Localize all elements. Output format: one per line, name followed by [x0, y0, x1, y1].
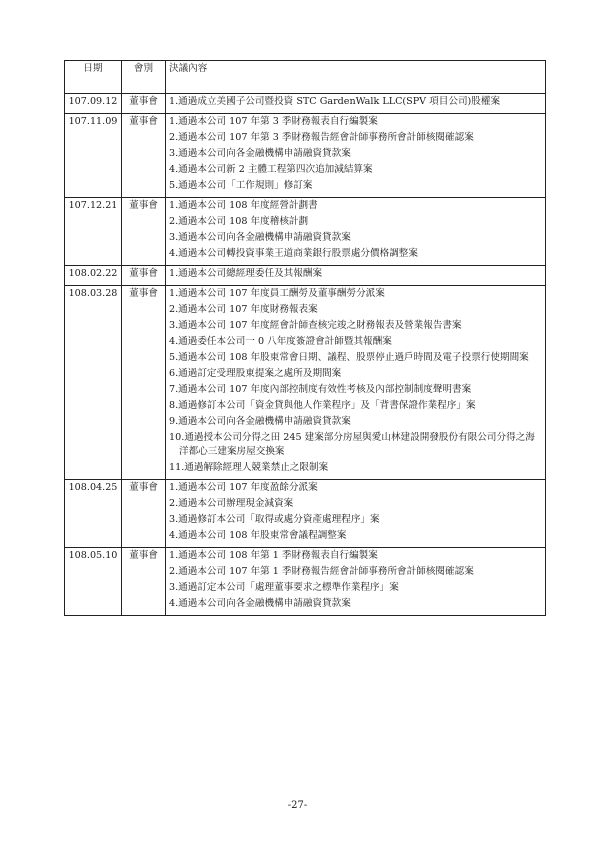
meeting-type: 董事會 — [122, 480, 166, 548]
table-row — [65, 480, 546, 548]
meeting-date: 107.09.12 — [65, 94, 122, 114]
resolution-item: 5.通過本公司「工作規則」修訂案 — [169, 180, 313, 191]
resolution-item: 6.通過訂定受理股東提案之處所及期間案 — [169, 368, 342, 379]
meeting-date: 108.02.22 — [65, 266, 122, 286]
resolution-item: 1.通過本公司 107 年度盈餘分派案 — [169, 482, 318, 493]
resolution-item: 7.通過本公司 107 年度內部控制度有效性考核及內部控制制度聲明書案 — [169, 384, 472, 395]
table-row — [65, 198, 546, 266]
resolution-item: 8.通過修訂本公司「資金貸與他人作業程序」及「背書保證作業程序」案 — [169, 400, 476, 411]
resolution-item: 4.通過本公司新 2 主體工程第四次追加減結算案 — [169, 164, 373, 175]
resolution-item: 1.通過本公司 107 年度員工酬勞及董事酬勞分派案 — [169, 288, 385, 299]
resolution-list — [166, 548, 546, 616]
table-row — [65, 114, 546, 198]
meeting-type: 董事會 — [122, 114, 166, 198]
resolution-item: 3.通過本公司向各金融機構申請融資貸款案 — [169, 232, 351, 243]
resolution-list — [166, 480, 546, 548]
table-row — [65, 94, 546, 114]
meeting-type: 董事會 — [122, 266, 166, 286]
header-date: 日期 — [65, 61, 122, 94]
meeting-type: 董事會 — [122, 94, 166, 114]
resolution-item: 2.通過本公司 107 年第 1 季財務報告經會計師事務所會計師核閱確認案 — [169, 566, 474, 577]
meeting-type: 董事會 — [122, 198, 166, 266]
resolution-item: 9.通過本公司向各金融機構申請融資貸款案 — [169, 416, 351, 427]
resolution-item: 2.通過本公司辦理現金減資案 — [169, 498, 294, 509]
resolution-item: 3.通過本公司向各金融機構申請融資貸款案 — [169, 148, 351, 159]
resolution-list — [166, 114, 546, 198]
resolution-item: 1.通過本公司總經理委任及其報酬案 — [169, 268, 323, 279]
table-row — [65, 548, 546, 616]
resolution-item: 3.通過本公司 107 年度經會計師查核完竣之財務報表及營業報告書案 — [169, 320, 462, 331]
resolution-item: 10.通過授本公司分得之田 245 建案部分房屋與愛山林建設開發股份有限公司分得之海洋都心三建案房屋交換案 — [169, 432, 535, 457]
table-row — [65, 286, 546, 480]
table-header-row — [65, 61, 546, 94]
resolution-item: 1.通過成立美國子公司暨投資 STC GardenWalk LLC(SPV 項目公司)股權案 — [169, 96, 501, 107]
header-meeting: 會別 — [122, 61, 166, 94]
table-row — [65, 266, 546, 286]
resolution-item: 2.通過本公司 108 年度稽核計劃 — [169, 216, 309, 227]
meeting-date: 107.11.09 — [65, 114, 122, 198]
resolution-item: 11.通過解除經理人競業禁止之限制案 — [169, 462, 329, 473]
resolution-list — [166, 266, 546, 286]
resolution-list — [166, 94, 546, 114]
meeting-type: 董事會 — [122, 286, 166, 480]
meeting-type: 董事會 — [122, 548, 166, 616]
resolution-item: 4.通過委任本公司一 0 八年度簽證會計師暨其報酬案 — [169, 336, 392, 347]
resolution-item: 3.通過訂定本公司「處理董事要求之標準作業程序」案 — [169, 582, 399, 593]
meeting-date: 108.03.28 — [65, 286, 122, 480]
meeting-date: 108.04.25 — [65, 480, 122, 548]
resolution-list — [166, 286, 546, 480]
resolution-item: 2.通過本公司 107 年第 3 季財務報告經會計師事務所會計師核閱確認案 — [169, 132, 474, 143]
resolution-item: 4.通過本公司向各金融機構申請融資貸款案 — [169, 598, 351, 609]
meeting-date: 108.05.10 — [65, 548, 122, 616]
resolution-item: 1.通過本公司 107 年第 3 季財務報表自行編製案 — [169, 116, 378, 127]
resolution-item: 1.通過本公司 108 年第 1 季財務報表自行編製案 — [169, 550, 378, 561]
resolution-item: 2.通過本公司 107 年度財務報表案 — [169, 304, 318, 315]
resolution-item: 4.通過本公司轉投資事業王道商業銀行股票處分價格調整案 — [169, 248, 418, 259]
resolution-item: 3.通過修訂本公司「取得或處分資產處理程序」案 — [169, 514, 380, 525]
resolution-list — [166, 198, 546, 266]
resolution-item: 5.通過本公司 108 年股東常會日期、議程、股票停止過戶時間及電子投票行使期間案 — [169, 352, 529, 363]
header-resolutions: 決議內容 — [166, 61, 546, 94]
page-number: -27- — [287, 800, 308, 811]
meeting-date: 107.12.21 — [65, 198, 122, 266]
resolutions-table — [64, 60, 546, 616]
resolution-item: 4.通過本公司 108 年股東常會議程調整案 — [169, 530, 347, 541]
resolution-item: 1.通過本公司 108 年度經營計劃書 — [169, 200, 318, 211]
